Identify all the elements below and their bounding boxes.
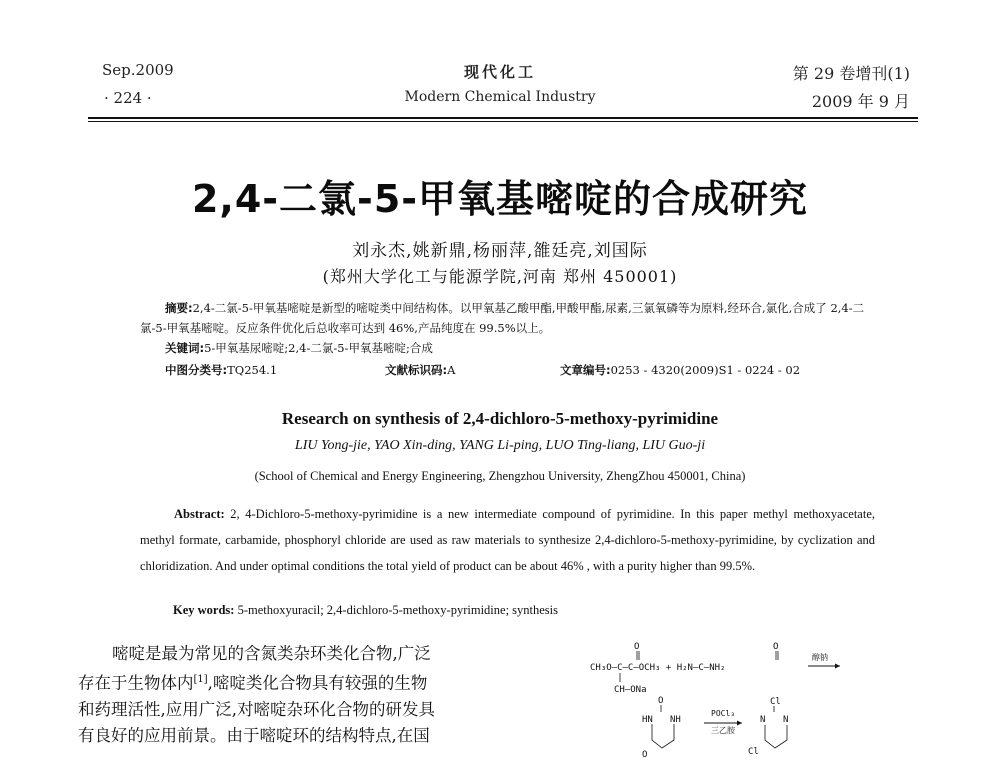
keywords-en-text: 5-methoxyuracil; 2,4-dichloro-5-methoxy-pyrimidine; synthesis xyxy=(234,603,559,617)
header-rule-thick xyxy=(88,117,918,119)
scheme-cl1: Cl xyxy=(770,697,781,707)
document-code-value: A xyxy=(447,363,456,377)
header-page-number: · 224 · xyxy=(104,89,152,107)
scheme-o1: O xyxy=(634,642,640,652)
body-line-2 xyxy=(78,667,483,697)
header-date: Sep.2009 xyxy=(102,61,174,79)
scheme-arrow-2-head xyxy=(737,721,742,726)
authors-en: LIU Yong-jie, YAO Xin-ding, YANG Li-ping, LUO Ting-liang, LIU Guo-ji xyxy=(294,438,706,453)
body-line-2b: ,嘧啶类化合物具有较强的生物 xyxy=(207,673,428,693)
abstract-en-label: Abstract: xyxy=(174,507,225,521)
scheme-condition-2-bottom: 三乙胺 xyxy=(711,726,735,735)
scheme-o3: O xyxy=(658,696,664,706)
header-issue-date: 2009 年 9 月 xyxy=(811,92,910,111)
clc-label: 中图分类号: xyxy=(165,363,228,377)
body-line-3: 和药理活性,应用广泛,对嘧啶杂环化合物的研发具 xyxy=(78,699,435,719)
body-line-2a: 存在于生物体内 xyxy=(78,673,194,693)
article-number-value: 0253 - 4320(2009)S1 - 0224 - 02 xyxy=(610,363,801,377)
citation-ref: [1] xyxy=(193,674,208,685)
keywords-en-label: Key words: xyxy=(173,603,235,617)
scheme-condition-1: 醇钠 xyxy=(812,653,828,662)
body-text-cn xyxy=(78,641,483,749)
scheme-ring-2 xyxy=(765,725,787,748)
body-line-1: 嘧啶是最为常见的含氮类杂环类化合物,广泛 xyxy=(112,644,431,663)
keywords-cn-text: 5-甲氧基尿嘧啶;2,4-二氯-5-甲氧基嘧啶;合成 xyxy=(204,341,433,355)
clc-number xyxy=(165,362,277,378)
scheme-ring-1 xyxy=(652,724,674,748)
title-en: Research on synthesis of 2,4-dichloro-5-methoxy-pyrimidine xyxy=(281,409,719,428)
abstract-cn-text: 2,4-二氯-5-甲氧基嘧啶是新型的嘧啶类中间结构体。以甲氧基乙酸甲酯,甲酸甲酯,尿素,三氯氧磷等为原料,经环合,氯化,合成了 2,4-二氯-5-甲氧基嘧啶。反应条件优化后总收率可达到 46%,产品纯度在 99.5%以上。 xyxy=(140,301,865,335)
scheme-o2: O xyxy=(773,642,779,652)
title-cn: 2,4-二氯-5-甲氧基嘧啶的合成研究 xyxy=(191,177,809,221)
reaction-scheme xyxy=(590,640,890,760)
header-journal-en: Modern Chemical Industry xyxy=(404,89,596,105)
header-volume: 第 29 卷增刊(1) xyxy=(792,64,910,83)
affiliation-en: (School of Chemical and Energy Engineering, Zhengzhou University, ZhengZhou 450001, China) xyxy=(254,469,746,483)
document-code xyxy=(385,362,455,378)
scheme-reactant-sub: CH—ONa xyxy=(614,685,647,695)
body-line-4: 有良好的应用前景。由于嘧啶环的结构特点,在国 xyxy=(78,725,430,745)
affiliation-cn: (郑州大学化工与能源学院,河南 郑州 450001) xyxy=(322,267,678,286)
scheme-arrow-1-head xyxy=(835,664,840,669)
abstract-cn xyxy=(140,298,875,338)
header-rule-thin xyxy=(88,121,918,122)
keywords-cn-label: 关键词: xyxy=(165,341,205,355)
document-code-label: 文献标识码: xyxy=(385,363,448,377)
scheme-cl2: Cl xyxy=(748,747,759,757)
abstract-cn-label: 摘要: xyxy=(165,301,193,315)
keywords-cn xyxy=(165,340,433,356)
article-number-label: 文章编号: xyxy=(560,363,611,377)
authors-cn: 刘永杰,姚新鼎,杨丽萍,雒廷亮,刘国际 xyxy=(352,241,648,261)
scheme-n1: N xyxy=(760,715,766,725)
scheme-condition-2-top: POCl₃ xyxy=(711,709,736,718)
article-number xyxy=(560,362,800,378)
scheme-intermediate-hn: HN xyxy=(642,715,653,725)
keywords-en xyxy=(173,603,558,618)
scheme-o4: O xyxy=(642,750,648,760)
scheme-reactants: CH₃O—C—C—OCH₃ + H₂N—C—NH₂ xyxy=(590,663,726,673)
abstract-en xyxy=(140,501,875,579)
scheme-n2: N xyxy=(783,715,789,725)
scheme-intermediate-nh: NH xyxy=(670,715,681,725)
header-journal-cn: 现代化工 xyxy=(463,63,536,81)
abstract-en-text: 2, 4-Dichloro-5-methoxy-pyrimidine is a new intermediate compound of pyrimidine. In this paper methyl methoxyacetate, methyl formate, carbamide, phosphoryl chloride are used as raw materials to synthesize 2,4-dichloro-5-methoxy-pyrimidine, by cyclization and chloridization. And under optimal conditions the total yield of product can be about 46% , with a purity higher than 99.5%. xyxy=(140,507,875,573)
clc-value: TQ254.1 xyxy=(227,363,278,377)
